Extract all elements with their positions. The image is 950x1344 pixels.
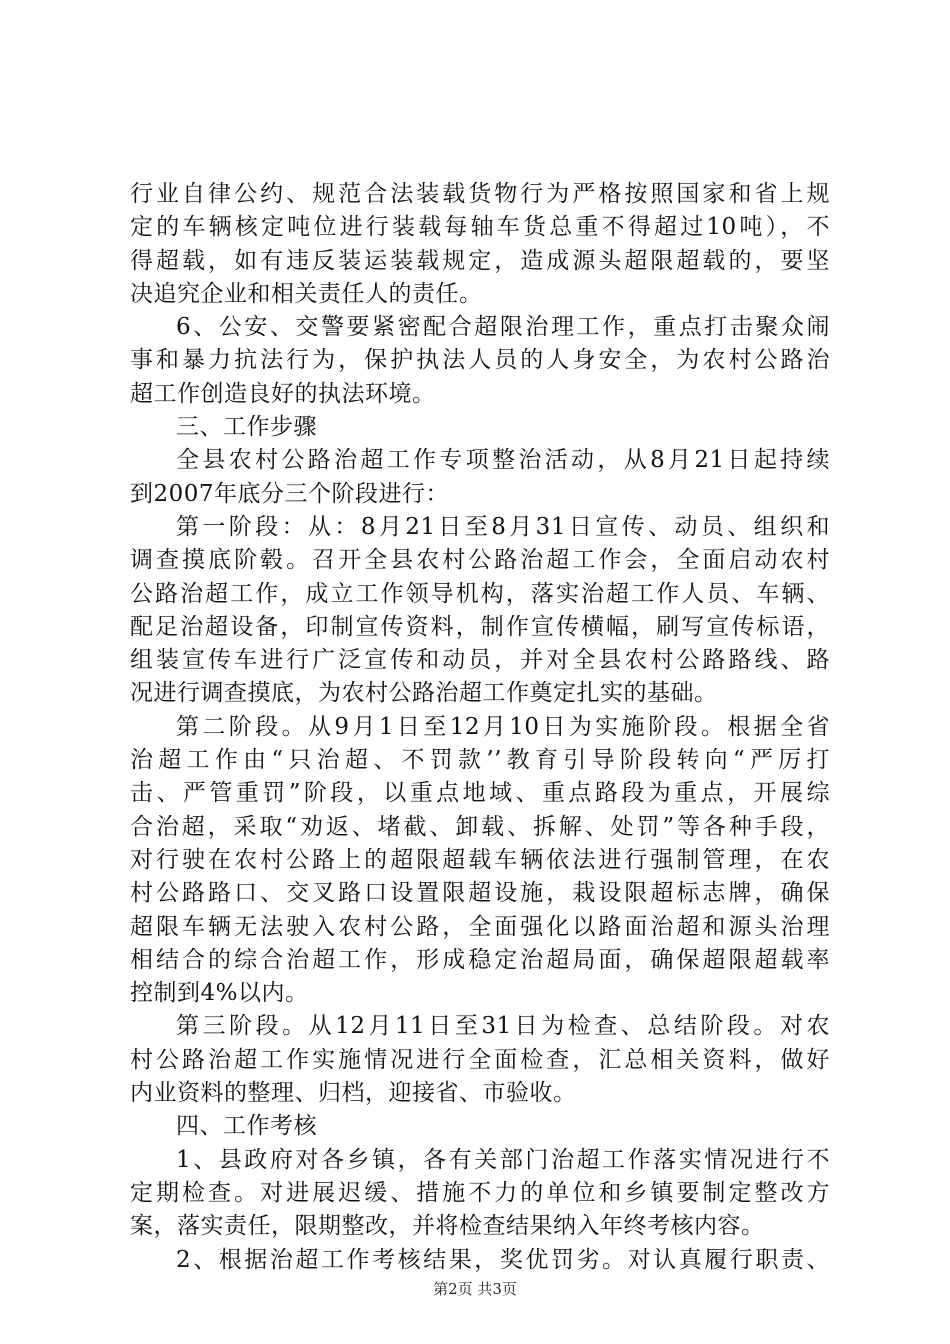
text-line: 超工作创造良好的执法环境。 xyxy=(130,380,436,407)
text-line: 行业自律公约、规范合法装载货物行为严格按照国家和省上规 xyxy=(130,181,830,207)
text-line: 第三阶段。从12月11日至31日为检查、总结阶段。对农 xyxy=(176,1013,830,1040)
text-line: 第一阶段：从：8月21日至8月31日宣传、动员、组织和 xyxy=(176,513,830,540)
text-line: 相结合的综合治超工作，形成稳定治超局面，确保超限超载率 xyxy=(130,946,830,973)
text-line: 案，落实责任，限期整改，并将检查结果纳入年终考核内容。 xyxy=(130,1213,765,1240)
text-line: 到2007年底分三个阶段进行： xyxy=(130,480,450,507)
text-line: 第二阶段。从9月1日至12月10日为实施阶段。根据全省 xyxy=(176,713,830,740)
text-line: 对行驶在农村公路上的超限超载车辆依法进行强制管理，在农 xyxy=(130,846,830,873)
text-line: 调查摸底阶毂。召开全县农村公路治超工作会，全面启动农村 xyxy=(130,547,830,574)
text-line: 三、工作步骤 xyxy=(176,414,317,441)
page-footer: 第2页 共3页 xyxy=(433,1280,517,1298)
text-line: 决追究企业和相关责任人的责任。 xyxy=(130,280,483,307)
text-line: 合治超，采取“劝返、堵截、卸载、拆解、处罚”等各种手段， xyxy=(130,813,830,840)
text-line: 超限车辆无法驶入农村公路，全面强化以路面治超和源头治理 xyxy=(130,913,830,940)
text-line: 事和暴力抗法行为，保护执法人员的人身安全，为农村公路治 xyxy=(130,347,830,374)
text-line: 公路治超工作，成立工作领导机构，落实治超工作人员、车辆、 xyxy=(130,580,830,607)
text-line: 况进行调查摸底，为农村公路治超工作奠定扎实的基础。 xyxy=(130,680,718,707)
text-line: 四、工作考核 xyxy=(176,1113,317,1140)
text-line: 组装宣传车进行广泛宣传和动员，并对全县农村公路路线、路 xyxy=(130,647,830,674)
text-line: 定期检查。对进展迟缓、措施不力的单位和乡镇要制定整改方 xyxy=(130,1179,830,1206)
text-line: 击、严管重罚”阶段，以重点地域、重点路段为重点，开展综 xyxy=(130,780,830,807)
text-line: 6、公安、交警要紧密配合超限治理工作，重点打击聚众闹 xyxy=(176,314,830,341)
text-line: 村公路治超工作实施情况进行全面检查，汇总相关资料，做好 xyxy=(130,1046,830,1073)
text-line: 控制到4%以内。 xyxy=(130,980,309,1007)
text-line: 配足治超设备，印制宣传资料，制作宣传横幅，刷写宣传标语， xyxy=(130,613,830,640)
text-line: 1、县政府对各乡镇，各有关部门治超工作落实情况进行不 xyxy=(176,1146,830,1173)
text-line: 全县农村公路治超工作专项整治活动，从8月21日起持续 xyxy=(176,447,830,474)
text-line: 定的车辆核定吨位进行装载每轴车货总重不得超过10吨），不 xyxy=(130,214,830,241)
document-body xyxy=(130,178,830,1277)
text-line: 得超载，如有违反装运装载规定，造成源头超限超载的，要坚 xyxy=(130,247,830,274)
text-line: 2、根据治超工作考核结果，奖优罚劣。对认真履行职责、 xyxy=(176,1246,830,1273)
text-line: 治超工作由“只治超、不罚款’’教育引导阶段转向“严厉打 xyxy=(130,747,830,774)
text-line: 内业资料的整理、归档，迎接省、市验收。 xyxy=(130,1080,577,1107)
text-line: 村公路路口、交叉路口设置限超设施，栽设限超标志牌，确保 xyxy=(130,880,830,907)
